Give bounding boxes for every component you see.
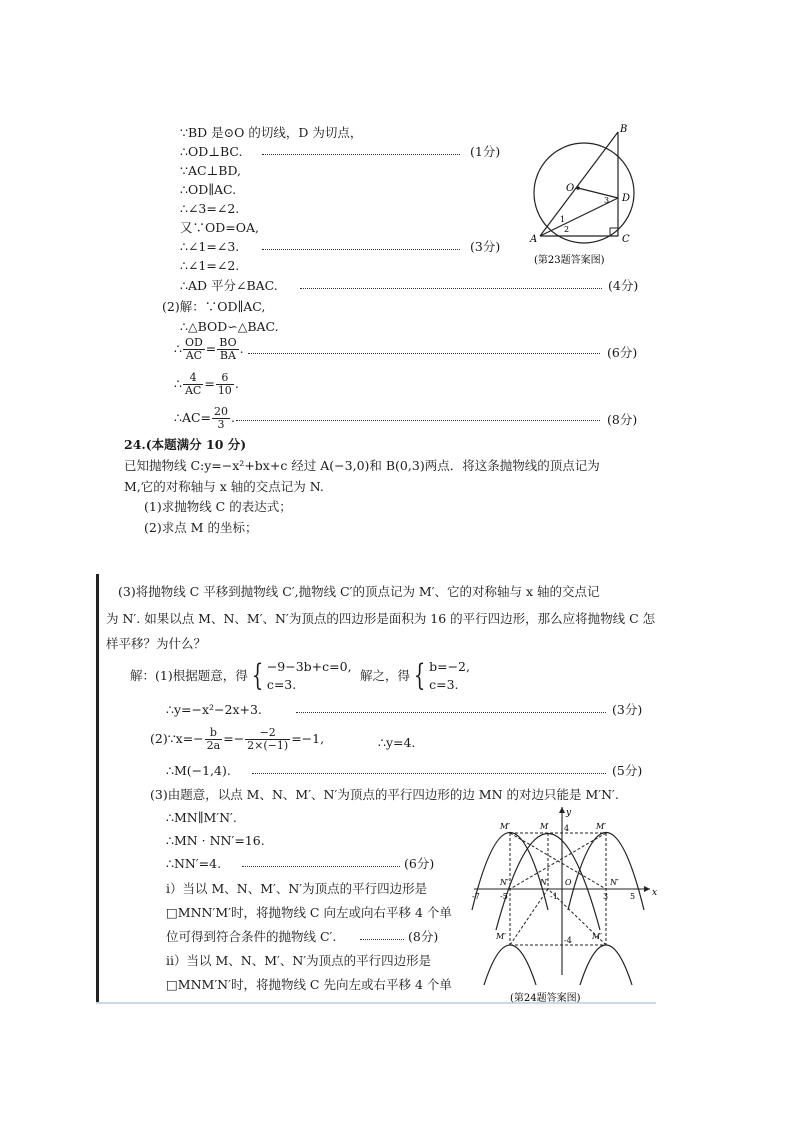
axis-label-y: y bbox=[566, 808, 572, 818]
label-mp-lower-right: M′ bbox=[592, 932, 603, 941]
tick-4: 4 bbox=[564, 824, 570, 833]
point-o bbox=[576, 186, 580, 190]
label-mp-right: M′ bbox=[596, 822, 607, 831]
sol-part1-result: ∴y=−x²−2x+3. bbox=[166, 702, 262, 717]
q23-line-3: ∵AC⊥BD, bbox=[180, 163, 242, 178]
sol-part2: (2)∵x=− $\frac{b}{2a}$ =− $\frac{-2}{2\times(-1)}$ =−1, bbox=[150, 726, 325, 752]
score-8: (8分) bbox=[607, 412, 638, 427]
leader-dots bbox=[360, 939, 404, 940]
score-3b: (3分) bbox=[612, 702, 643, 717]
leader-dots bbox=[300, 288, 602, 289]
sol-case2-line-2: □MNM′N′时，将抛物线 C 先向左或右平移 4 个单 bbox=[166, 977, 452, 992]
circle-o bbox=[534, 143, 634, 243]
fig23-caption: (第23题答案图) bbox=[534, 255, 605, 266]
sol-case1-line-2: □MNN′M′时，将抛物线 C 向左或向右平移 4 个单 bbox=[166, 905, 452, 920]
q23-line-1: ∵BD 是⊙O 的切线，D 为切点， bbox=[180, 125, 363, 140]
q24-stem-1: 已知抛物线 C:y=−x²+bx+c 经过 A(−3,0)和 B(0,3)两点．将这条抛物线的顶点记为 bbox=[124, 458, 600, 473]
q24-title: 24.(本题满分 10 分) bbox=[124, 437, 247, 452]
tick-5: 5 bbox=[630, 892, 636, 901]
q24-q3-line-3: 样平移？为什么？ bbox=[106, 636, 207, 651]
figure-23 bbox=[520, 118, 650, 268]
label-np-left: N′ bbox=[500, 878, 509, 887]
parabola-lower-left bbox=[484, 945, 536, 985]
label-c: C bbox=[622, 234, 630, 245]
parabola-c bbox=[496, 834, 600, 931]
sol-part1: 解：(1)根据题意，得 { −9−3b+c=0, c=3. bbox=[130, 658, 352, 693]
q23-line-7: ∴∠1=∠3. bbox=[180, 239, 240, 254]
leader-dots bbox=[242, 866, 400, 867]
q23-line-2: ∴OD⊥BC. bbox=[180, 144, 243, 159]
x-axis-arrow bbox=[644, 886, 650, 892]
leader-dots bbox=[262, 249, 460, 250]
q23-part2-head: (2)解：∵OD∥AC, bbox=[162, 299, 266, 314]
leader-dots bbox=[262, 154, 460, 155]
sol-part1-solve: 解之，得 { b=−2, c=3. bbox=[360, 658, 470, 693]
score-4: (4分) bbox=[608, 278, 639, 293]
line-od bbox=[578, 188, 618, 198]
q23-line-4: ∴OD∥AC. bbox=[180, 182, 237, 197]
sol-part3-line-2: ∴MN · NN′=16. bbox=[166, 833, 265, 848]
q23-ratio-1: ∴ $\frac{OD}{AC}$ = $\frac{BO}{BA}$ . bbox=[174, 336, 244, 362]
label-b: B bbox=[620, 124, 628, 135]
q24-q3-line-1: (3)将抛物线 C 平移到抛物线 C′,抛物线 C′的顶点记为 M′、它的对称轴与 x 轴的交点记 bbox=[118, 584, 600, 599]
label-d: D bbox=[622, 193, 631, 204]
sol-part2-y: ∴y=4. bbox=[378, 735, 416, 750]
label-angle-3: 3 bbox=[604, 196, 610, 205]
left-margin-bar bbox=[96, 574, 99, 1002]
q23-line-5: ∴∠3=∠2. bbox=[180, 201, 240, 216]
score-8b: (8分) bbox=[408, 929, 439, 944]
axis-label-x: x bbox=[652, 888, 658, 898]
q24-q1: (1)求抛物线 C 的表达式； bbox=[144, 499, 292, 514]
tick-minus-7: -7 bbox=[472, 892, 480, 901]
score-5: (5分) bbox=[612, 763, 643, 778]
label-m: M bbox=[540, 822, 549, 831]
fig24-caption: (第24题答案图) bbox=[510, 993, 581, 1004]
label-mp-left: M′ bbox=[500, 822, 511, 831]
dashed-line bbox=[510, 889, 548, 945]
label-n: N bbox=[540, 878, 547, 887]
q24-q3-line-2: 为 N′. 如果以点 M、N、M′、N′为顶点的四边形是面积为 16 的平行四边形，那么应将抛物线 C 怎 bbox=[106, 611, 656, 626]
label-mp-lower-left: M′ bbox=[496, 932, 507, 941]
label-angle-2: 2 bbox=[564, 225, 570, 234]
score-6: (6分) bbox=[607, 345, 638, 360]
y-axis-arrow bbox=[559, 807, 565, 813]
sol-case1-line-3: 位可得到符合条件的抛物线 C′. bbox=[166, 929, 337, 944]
q23-result: ∴AC= $\frac{20}{3}$ . bbox=[174, 405, 236, 431]
sol-part3-head: (3)由题意，以点 M、N、M′、N′为顶点的平行四边形的边 MN 的对边只能是 M′N′. bbox=[150, 787, 619, 802]
label-np-right: N′ bbox=[610, 878, 619, 887]
q23-line-9: ∴AD 平分∠BAC. bbox=[180, 278, 278, 293]
sol-part3-line-3: ∴NN′=4. bbox=[166, 856, 222, 871]
tick-minus-1: -1 bbox=[550, 892, 558, 901]
score-3: (3分) bbox=[470, 239, 501, 254]
figure-24 bbox=[470, 805, 660, 1005]
line-ab bbox=[540, 132, 618, 236]
leader-dots bbox=[252, 773, 606, 774]
score-6b: (6分) bbox=[404, 856, 435, 871]
sol-part2-result: ∴M(−1,4). bbox=[166, 763, 231, 778]
leader-dots bbox=[296, 712, 606, 713]
parabola-lower-right bbox=[580, 945, 632, 985]
q23-line-6: 又∵OD=OA, bbox=[180, 220, 259, 235]
score-1: (1分) bbox=[470, 144, 501, 159]
q23-similar: ∴△BOD∽△BAC. bbox=[180, 319, 279, 334]
leader-dots bbox=[248, 353, 600, 354]
q24-q2: (2)求点 M 的坐标； bbox=[144, 520, 258, 535]
label-origin: O bbox=[565, 878, 572, 887]
tick-minus-5: -5 bbox=[500, 892, 508, 901]
q24-stem-2: M,它的对称轴与 x 轴的交点记为 N. bbox=[124, 479, 324, 494]
sol-part3-line-1: ∴MN∥M′N′. bbox=[166, 810, 237, 825]
tick-3: 3 bbox=[603, 892, 609, 901]
sol-case2-line-1: ⅱ）当以 M、N、M′、N′为顶点的平行四边形是 bbox=[166, 953, 432, 968]
tick-minus-4: -4 bbox=[564, 936, 572, 945]
q23-line-8: ∴∠1=∠2. bbox=[180, 258, 240, 273]
leader-dots bbox=[236, 420, 600, 421]
q23-ratio-2: ∴ $\frac{4}{AC}$ = $\frac{6}{10}$ . bbox=[174, 371, 239, 397]
label-o: O bbox=[566, 183, 575, 194]
sol-case1-line-1: ⅰ）当以 M、N、M′、N′为顶点的平行四边形是 bbox=[166, 881, 428, 896]
label-a: A bbox=[530, 234, 538, 245]
label-angle-1: 1 bbox=[560, 215, 566, 224]
